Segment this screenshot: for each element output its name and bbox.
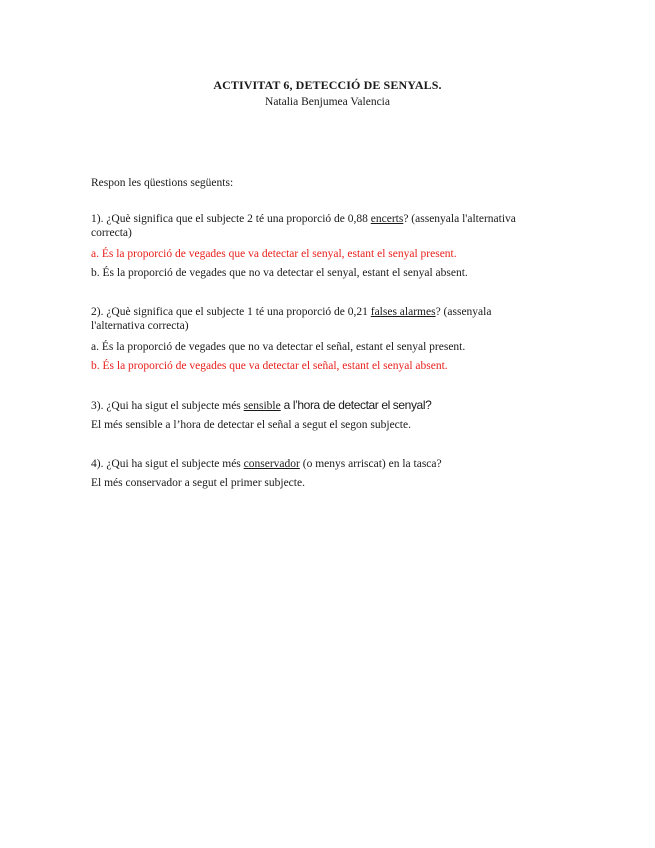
- question-2-prefix: 2). ¿Què significa que el subjecte 1 té una proporció de 0,21: [91, 306, 371, 318]
- question-2-line-1: [91, 305, 491, 319]
- question-4-answer: El més conservador a segut el primer subjecte.: [91, 477, 305, 489]
- question-3-suffix: a l’hora de detectar el senyal?: [280, 398, 432, 412]
- question-3-prefix: 3). ¿Qui ha sigut el subjecte més: [91, 400, 244, 412]
- document-title: ACTIVITAT 6, DETECCIÓ DE SENYALS.: [213, 78, 442, 92]
- question-4-prefix: 4). ¿Qui ha sigut el subjecte més: [91, 458, 244, 470]
- question-2-option-b: b. És la proporció de vegades que va detectar el señal, estant el senyal absent.: [91, 360, 448, 372]
- question-2-line-2: l'alternativa correcta): [91, 320, 189, 332]
- question-1-underlined-term: encerts: [370, 213, 404, 225]
- question-1-option-b: b. És la proporció de vegades que no va detectar el senyal, estant el senyal absent.: [91, 267, 468, 279]
- question-1-line-1: [91, 212, 516, 226]
- question-2-suffix: ? (assenyala: [435, 306, 492, 318]
- question-4: [91, 457, 442, 471]
- question-3: [91, 398, 431, 413]
- question-4-underlined-term: conservador: [243, 458, 300, 470]
- question-1-suffix: ? (assenyala l'alternativa: [403, 213, 516, 225]
- question-4-suffix: (o menys arriscat) en la tasca?: [299, 458, 442, 470]
- question-1-prefix: 1). ¿Què significa que el subjecte 2 té una proporció de 0,88: [91, 213, 371, 225]
- author-name: Natalia Benjumea Valencia: [265, 96, 390, 108]
- question-1-option-a: a. És la proporció de vegades que va detectar el senyal, estant el senyal present.: [91, 248, 457, 260]
- question-1-line-2: correcta): [91, 227, 132, 239]
- question-3-underlined-term: sensible: [243, 400, 281, 412]
- question-2-underlined-term: falses alarmes: [370, 306, 436, 318]
- question-3-answer: El més sensible a l’hora de detectar el señal a segut el segon subjecte.: [91, 419, 411, 431]
- question-2-option-a: a. És la proporció de vegades que no va detectar el señal, estant el senyal present.: [91, 341, 466, 353]
- intro-text: Respon les qüestions següents:: [91, 177, 234, 189]
